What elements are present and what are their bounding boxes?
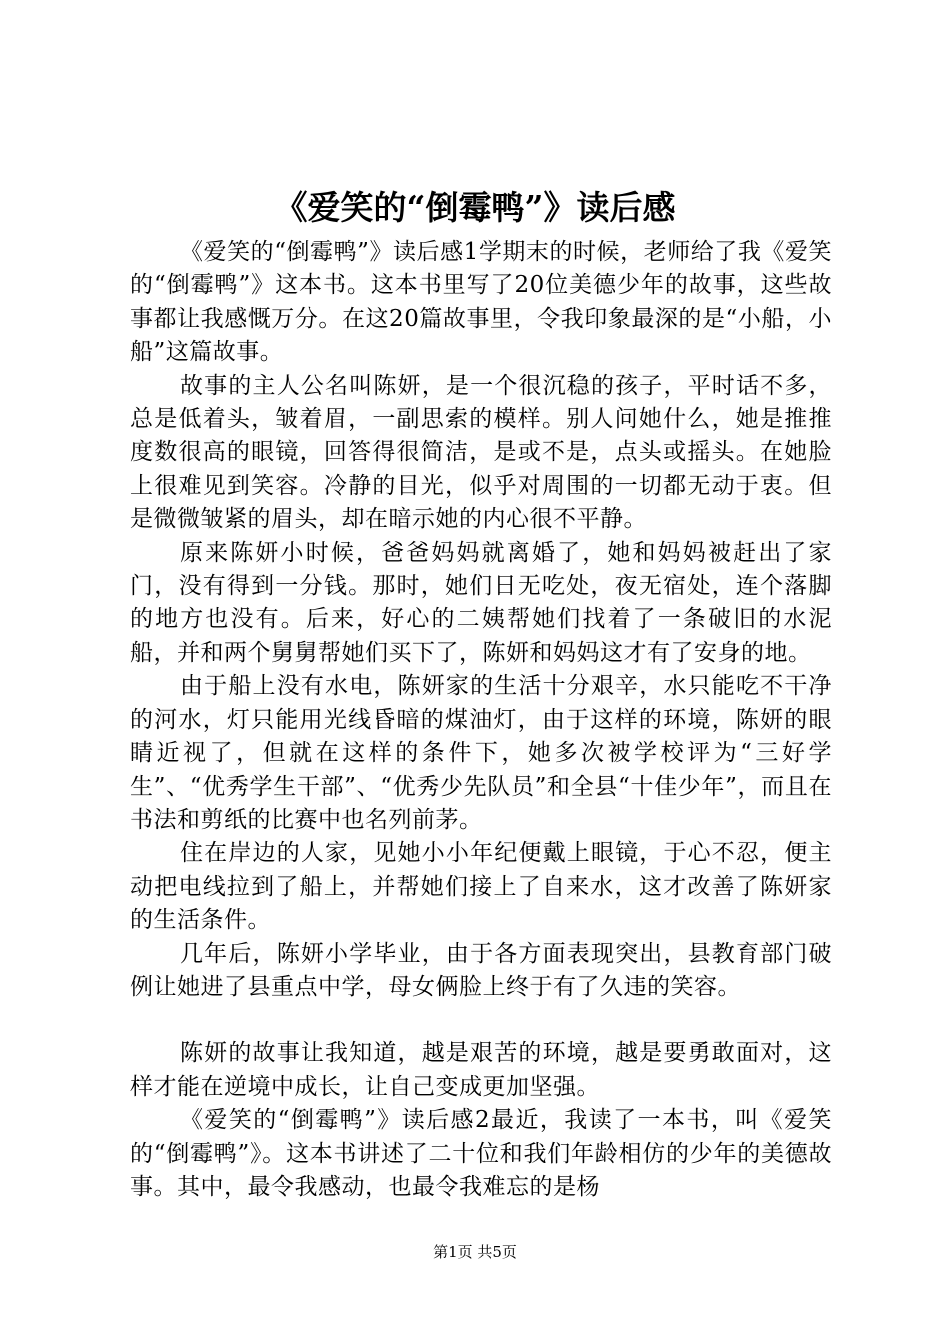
- paragraph-2: 故事的主人公名叫陈妍，是一个很沉稳的孩子，平时话不多，总是低着头，皱着眉，一副思索的模样。别人问她什么，她是推推度数很高的眼镜，回答得很简洁，是或不是，点头或摇头。在她脸上很难见到笑容。冷静的目光，似乎对周围的一切都无动于衷。但是微微皱紧的眉头，却在暗示她的内心很不平静。: [130, 372, 832, 533]
- paragraph-1: 《爱笑的“倒霉鸭”》读后感1学期末的时候，老师给了我《爱笑的“倒霉鸭”》这本书。这本书里写了20位美德少年的故事，这些故事都让我感慨万分。在这20篇故事里，令我印象最深的是“小船，小船”这篇故事。: [130, 239, 832, 366]
- paragraph-7: 陈妍的故事让我知道，越是艰苦的环境，越是要勇敢面对，这样才能在逆境中成长，让自己变成更加坚强。: [130, 1040, 832, 1100]
- paragraph-8: 《爱笑的“倒霉鸭”》读后感2最近，我读了一本书，叫《爱笑的“倒霉鸭”》。这本书讲述了二十位和我们年龄相仿的少年的美德故事。其中，最令我感动，也最令我难忘的是杨: [130, 1107, 832, 1200]
- paragraph-3: 原来陈妍小时候，爸爸妈妈就离婚了，她和妈妈被赶出了家门，没有得到一分钱。那时，她们日无吃处，夜无宿处，连个落脚的地方也没有。后来，好心的二姨帮她们找着了一条破旧的水泥船，并和两个舅舅帮她们买下了，陈妍和妈妈这才有了安身的地。: [130, 539, 832, 666]
- paragraph-5: 住在岸边的人家，见她小小年纪便戴上眼镜，于心不忍，便主动把电线拉到了船上，并帮她们接上了自来水，这才改善了陈妍家的生活条件。: [130, 840, 832, 934]
- document-title: 《爱笑的“倒霉鸭”》读后感: [274, 188, 676, 227]
- document-body: [130, 236, 832, 1204]
- paragraph-6: 几年后，陈妍小学毕业，由于各方面表现突出，县教育部门破例让她进了县重点中学，母女俩脸上终于有了久违的笑容。: [130, 940, 832, 1000]
- paragraph-4: 由于船上没有水电，陈妍家的生活十分艰辛，水只能吃不干净的河水，灯只能用光线昏暗的煤油灯，由于这样的环境，陈妍的眼睛近视了，但就在这样的条件下，她多次被学校评为“三好学生”、“优秀学生干部”、“优秀少先队员”和全县“十佳少年”，而且在书法和剪纸的比赛中也名列前茅。: [130, 673, 832, 833]
- blank-line: [130, 1004, 832, 1037]
- page-footer: 第1页 共5页: [433, 1243, 517, 1261]
